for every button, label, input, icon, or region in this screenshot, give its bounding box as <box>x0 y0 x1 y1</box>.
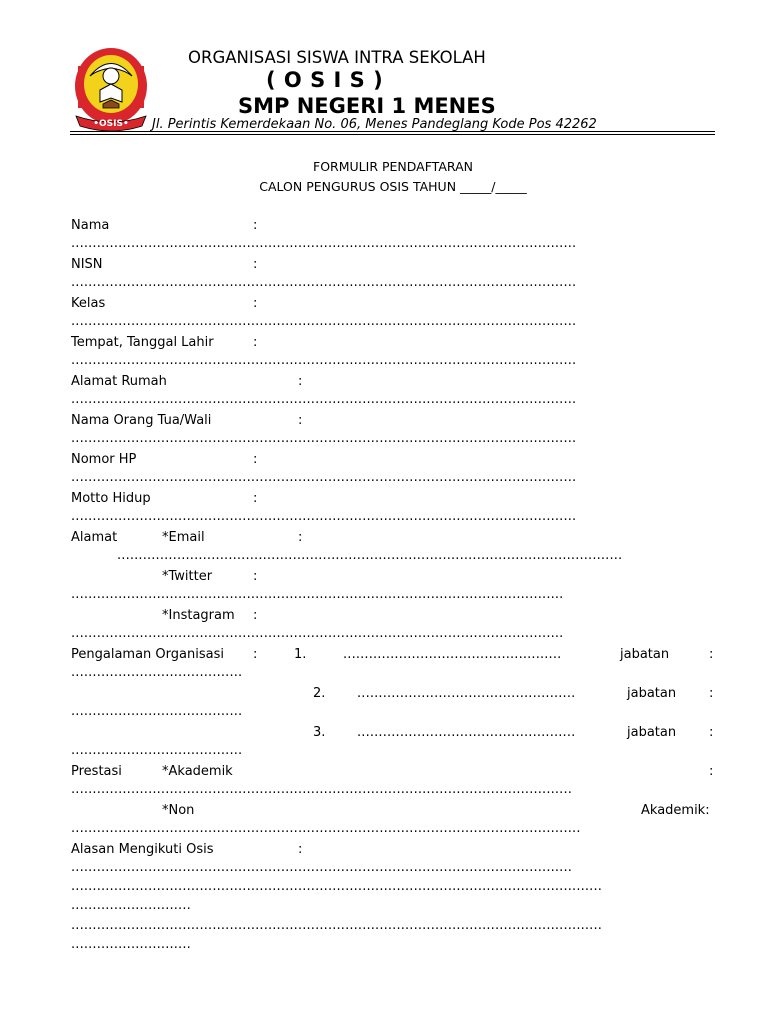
colon: : <box>253 608 258 623</box>
label-alasan: Alasan Mengikuti Osis <box>71 842 214 857</box>
fill-org-1: ................................................... <box>343 647 562 662</box>
label-jabatan: jabatan <box>620 647 670 662</box>
fill-line-motto: ...................................................................................................................... <box>71 509 577 524</box>
fill-line-ttl: ...................................................................................................................... <box>71 353 577 368</box>
colon: : <box>253 218 258 233</box>
colon: : <box>298 413 303 428</box>
org-number-1: 1. <box>294 647 307 662</box>
colon: : <box>709 764 714 779</box>
fill-alasan-4: ............................................................................................................................ <box>71 918 603 933</box>
fill-line-nama: ...................................................................................................................... <box>71 236 577 251</box>
colon: : <box>709 686 714 701</box>
osis-logo <box>70 46 152 132</box>
label-jabatan: jabatan <box>627 725 677 740</box>
label-email: *Email <box>162 530 205 545</box>
colon: : <box>253 647 258 662</box>
label-instagram: *Instagram <box>162 608 235 623</box>
organization-name: ORGANISASI SISWA INTRA SEKOLAH <box>188 48 486 67</box>
org-number-3: 3. <box>313 725 326 740</box>
fill-line-alamat-rumah: ...................................................................................................................... <box>71 392 577 407</box>
colon: : <box>709 647 714 662</box>
label-prestasi: Prestasi <box>71 764 122 779</box>
label-twitter: *Twitter <box>162 569 213 584</box>
colon: : <box>253 296 258 311</box>
fill-org-3: ................................................... <box>357 725 576 740</box>
fill-line-nomor-hp: ...................................................................................................................... <box>71 470 577 485</box>
fill-org-2: ................................................... <box>357 686 576 701</box>
label-non: *Non <box>162 803 195 818</box>
header-divider-thin <box>70 134 715 135</box>
colon: : <box>298 374 303 389</box>
label-kelas: Kelas <box>71 296 106 311</box>
label-alamat: Alamat <box>71 530 118 545</box>
colon: : <box>298 530 303 545</box>
fill-line-orang-tua: ...................................................................................................................... <box>71 431 577 446</box>
label-nisn: NISN <box>71 257 103 272</box>
org-number-2: 2. <box>313 686 326 701</box>
form-title: FORMULIR PENDAFTARAN <box>313 159 473 174</box>
fill-line-instagram: ................................................................................................................... <box>71 626 564 641</box>
school-name: SMP NEGERI 1 MENES <box>238 94 496 118</box>
fill-line-twitter: ................................................................................................................... <box>71 587 564 602</box>
colon: : <box>253 569 258 584</box>
fill-line-email: ...................................................................................................................... <box>117 548 623 563</box>
form-subtitle: CALON PENGURUS OSIS TAHUN _____/_____ <box>259 179 527 194</box>
fill-non-akademik: ....................................................................................................................... <box>71 821 581 836</box>
colon: : <box>253 452 258 467</box>
fill-line-kelas: ...................................................................................................................... <box>71 314 577 329</box>
fill-jabatan-2: ........................................ <box>71 704 243 719</box>
label-nama: Nama <box>71 218 110 233</box>
colon: : <box>253 335 258 350</box>
label-ttl: Tempat, Tanggal Lahir <box>71 335 214 350</box>
colon: : <box>298 842 303 857</box>
logo-label: •OSIS• <box>93 119 129 129</box>
fill-alasan-5: ............................ <box>71 937 191 952</box>
label-non-akademik: Akademik: <box>641 803 710 818</box>
fill-alasan-3: ............................ <box>71 898 191 913</box>
label-alamat-rumah: Alamat Rumah <box>71 374 167 389</box>
colon: : <box>253 257 258 272</box>
fill-jabatan-1: ........................................ <box>71 665 243 680</box>
header-divider <box>70 131 715 132</box>
osis-abbreviation: ( O S I S ) <box>266 68 384 92</box>
label-motto: Motto Hidup <box>71 491 151 506</box>
fill-alasan-2: ............................................................................................................................ <box>71 879 603 894</box>
fill-jabatan-3: ........................................ <box>71 743 243 758</box>
label-akademik: *Akademik <box>162 764 233 779</box>
colon: : <box>253 491 258 506</box>
label-jabatan: jabatan <box>627 686 677 701</box>
fill-alasan-1: ..................................................................................................................... <box>71 860 573 875</box>
label-nomor-hp: Nomor HP <box>71 452 137 467</box>
fill-akademik: ..................................................................................................................... <box>71 782 573 797</box>
label-orang-tua: Nama Orang Tua/Wali <box>71 413 212 428</box>
label-pengalaman: Pengalaman Organisasi <box>71 647 224 662</box>
fill-line-nisn: ...................................................................................................................... <box>71 275 577 290</box>
colon: : <box>709 725 714 740</box>
school-address: Jl. Perintis Kemerdekaan No. 06, Menes Pandeglang Kode Pos 42262 <box>152 117 597 132</box>
